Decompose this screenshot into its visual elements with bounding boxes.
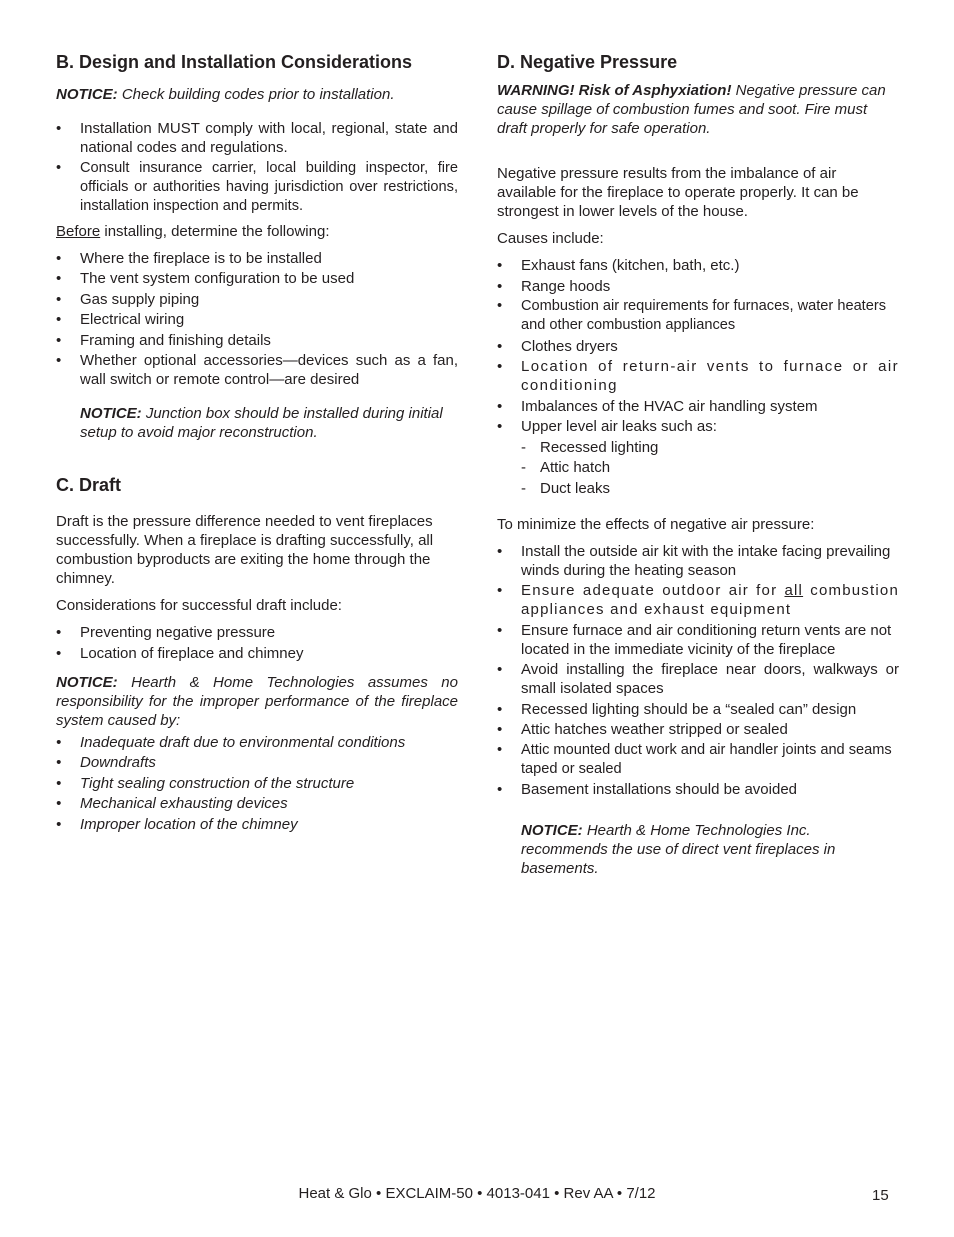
list-item: • Where the fireplace is to be installed — [56, 249, 458, 268]
junction-box-notice — [56, 404, 458, 442]
list-item: • Tight sealing construction of the structure — [56, 774, 458, 793]
underlined-all: all — [784, 582, 804, 599]
negative-pressure-definition: Negative pressure results from the imbalance of air available for the fireplace to operate properly. It can be strongest in lower levels of the house. — [497, 165, 859, 220]
notice-text: Junction box should be installed during initial setup to avoid major reconstruction. — [80, 405, 443, 441]
determine-list — [56, 249, 458, 390]
causes-intro: Causes include: — [497, 230, 604, 247]
list-item: • Improper location of the chimney — [56, 815, 458, 834]
list-item — [497, 417, 899, 498]
notice-text: Hearth & Home Technologies Inc. recommends the use of direct vent fireplaces in basements. — [521, 822, 836, 877]
list-item: • Mechanical exhausting devices — [56, 794, 458, 813]
list-item: • Avoid installing the fireplace near doors, walkways or small isolated spaces — [497, 660, 899, 698]
list-item: • Attic mounted duct work and air handler joints and seams taped or sealed — [497, 741, 899, 779]
draft-considerations-list — [56, 623, 458, 663]
before-installing-text — [56, 222, 458, 241]
right-column — [497, 51, 899, 886]
causes-list — [497, 256, 899, 498]
list-item: • Combustion air requirements for furnaces, water heaters and other combustion appliances — [497, 297, 899, 335]
list-item: • Inadequate draft due to environmental conditions — [56, 733, 458, 752]
left-column — [56, 51, 458, 842]
minimize-list — [497, 542, 899, 800]
list-item: • Recessed lighting should be a “sealed can” design — [497, 700, 899, 719]
list-item-text: Ensure adequate outdoor air for — [521, 582, 785, 599]
notice-label: NOTICE: — [56, 673, 118, 691]
minimize-intro: To minimize the effects of negative air pressure: — [497, 515, 815, 533]
list-item: • Basement installations should be avoided — [497, 780, 899, 799]
section-b-title: B. Design and Installation Considerations — [56, 52, 413, 72]
list-item: • Location of return-air vents to furnace or air conditioning — [497, 357, 899, 395]
list-item: • Downdrafts — [56, 753, 458, 772]
list-item: • Location of fireplace and chimney — [56, 644, 458, 663]
list-item: • Imbalances of the HVAC air handling system — [497, 397, 899, 416]
notice-label: NOTICE: — [80, 405, 142, 422]
section-c-title: C. Draft — [56, 475, 122, 495]
list-item: • Clothes dryers — [497, 337, 899, 356]
list-item: • Electrical wiring — [56, 310, 458, 329]
notice-text: Check building codes prior to installation. — [117, 86, 395, 103]
list-item: • Install the outside air kit with the intake facing prevailing winds during the heating season — [497, 542, 899, 580]
list-item — [497, 581, 899, 619]
hearth-home-notice — [56, 673, 458, 730]
list-item: • Ensure furnace and air conditioning return vents are not located in the immediate vicinity of the fireplace — [497, 621, 899, 659]
warning-label: WARNING! Risk of Asphyxiation! — [497, 82, 732, 99]
draft-considerations-intro: Considerations for successful draft include: — [56, 597, 342, 614]
list-item: - Recessed lighting — [521, 438, 899, 457]
section-b-bullets — [56, 119, 458, 216]
notice-causes-list — [56, 733, 458, 834]
list-item-text: combustion appliances and exhaust equipment — [521, 582, 899, 618]
list-item: • Whether optional accessories—devices such as a fan, wall switch or remote control—are desired — [56, 351, 458, 389]
section-b-notice — [56, 85, 458, 104]
list-item: - Duct leaks — [521, 479, 899, 498]
list-item: • Preventing negative pressure — [56, 623, 458, 642]
notice-text: Hearth & Home Technologies assumes no responsibility for the improper performance of the fireplace system caused by: — [56, 673, 458, 729]
basement-notice — [497, 821, 899, 878]
list-item: • Framing and finishing details — [56, 331, 458, 350]
before-rest: installing, determine the following: — [100, 222, 330, 240]
notice-label: NOTICE: — [56, 86, 118, 103]
list-item: • Installation MUST comply with local, regional, state and national codes and regulations. — [56, 119, 458, 157]
leaks-sublist — [521, 438, 899, 498]
list-item: • Range hoods — [497, 277, 899, 296]
warning-text: Negative pressure can cause spillage of combustion fumes and soot. Fire must draft properly for safe operation. — [497, 82, 886, 137]
page-footer: Heat & Glo • EXCLAIM-50 • 4013-041 • Rev AA • 7/12 — [298, 1185, 656, 1202]
draft-definition: Draft is the pressure difference needed to vent fireplaces successfully. When a fireplace is drafting successfully, all combustion byproducts are exiting the home through the chimney. — [56, 513, 434, 587]
notice-label: NOTICE: — [521, 822, 583, 839]
page-number: 15 — [872, 1187, 889, 1204]
list-item: • Attic hatches weather stripped or sealed — [497, 720, 899, 739]
asphyxiation-warning — [497, 81, 899, 138]
list-item: • The vent system configuration to be used — [56, 269, 458, 288]
list-item: • Consult insurance carrier, local building inspector, fire officials or authorities having jurisdiction over restrictions, installation inspection and permits. — [56, 159, 458, 216]
upper-level-leaks-label: Upper level air leaks such as: — [521, 418, 717, 435]
section-d-title: D. Negative Pressure — [497, 52, 678, 72]
list-item: • Exhaust fans (kitchen, bath, etc.) — [497, 256, 899, 275]
list-item: - Attic hatch — [521, 458, 899, 477]
before-word: Before — [56, 222, 101, 240]
list-item: • Gas supply piping — [56, 290, 458, 309]
